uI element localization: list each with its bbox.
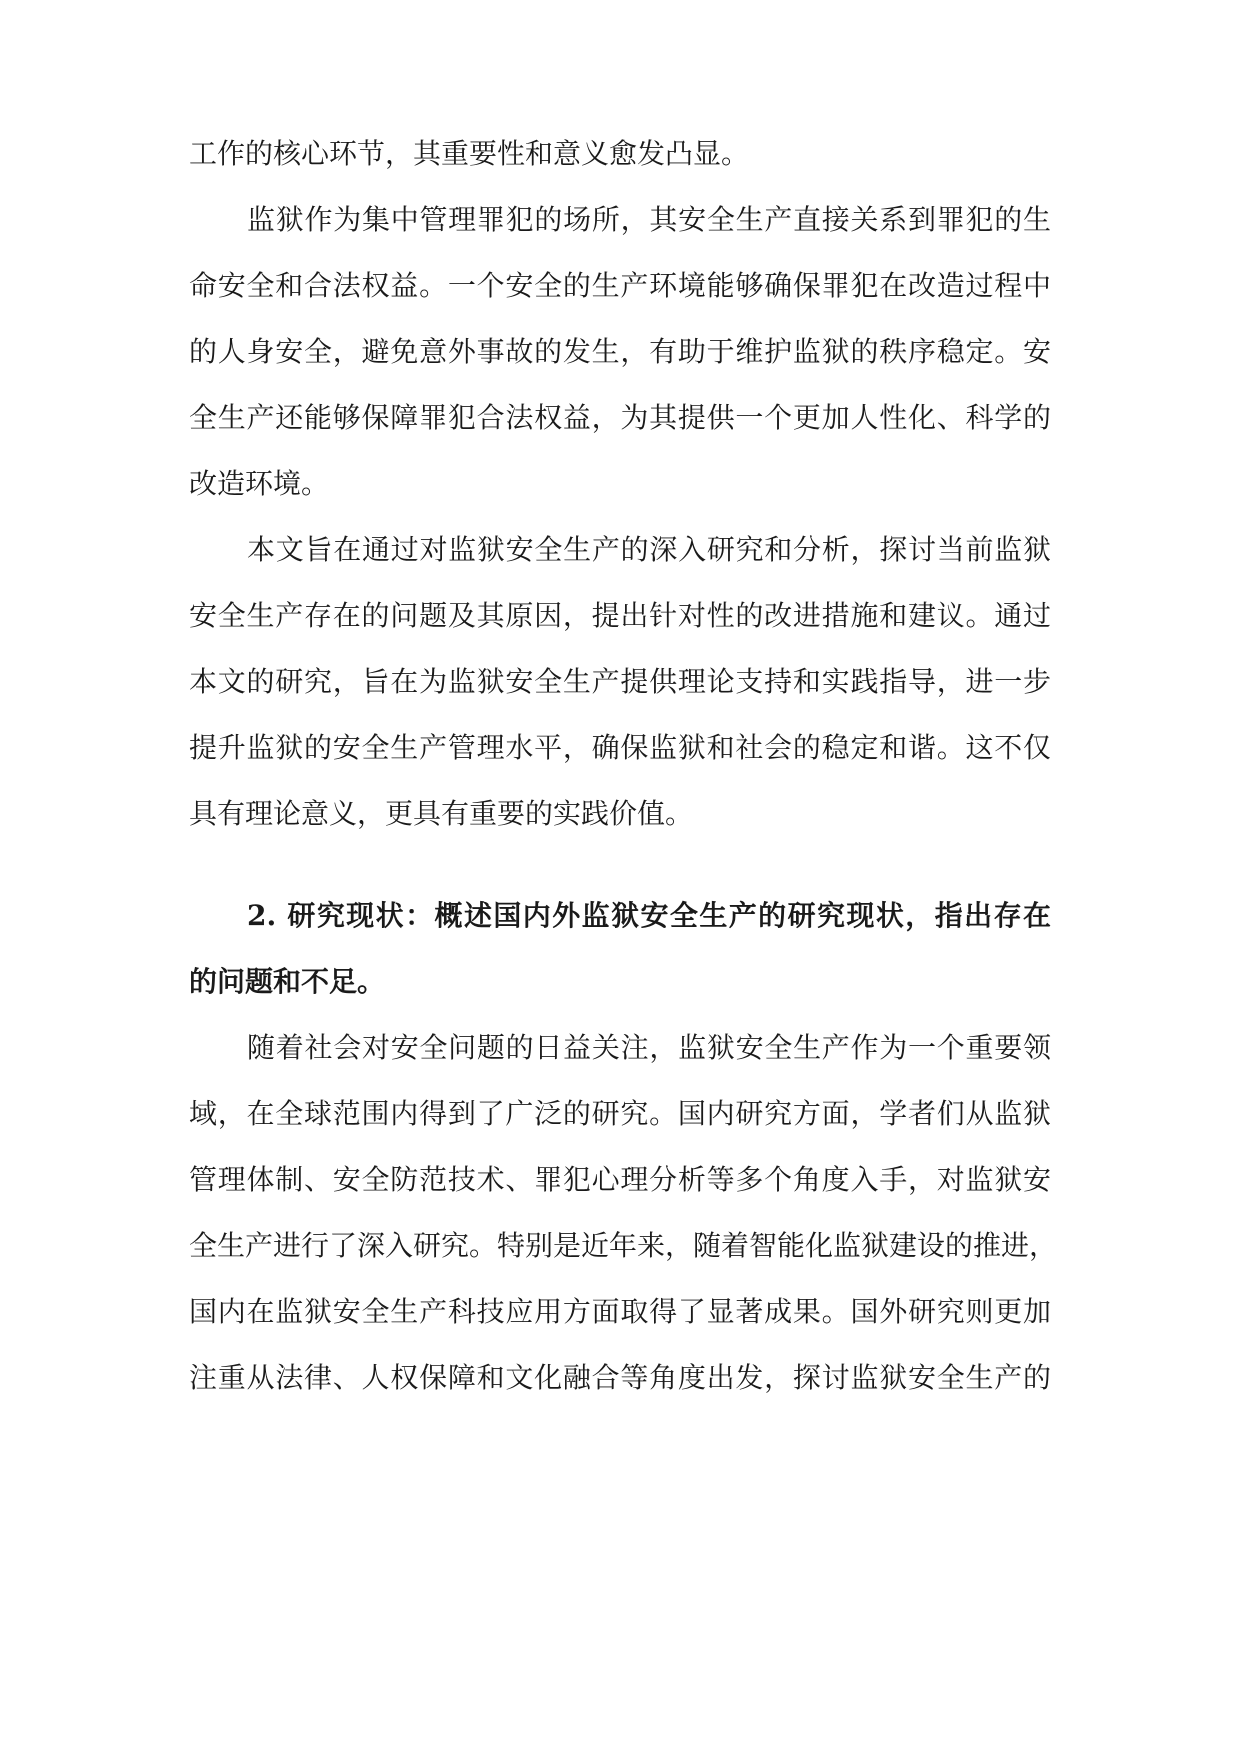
paragraph-2-line-1: 监狱作为集中管理罪犯的场所，其安全生产直接关系到罪犯的生	[247, 203, 1051, 236]
paragraph-3-line-3: 本文的研究，旨在为监狱安全生产提供理论支持和实践指导，进一步	[189, 665, 1051, 698]
paragraph-1-line-1: 工作的核心环节，其重要性和意义愈发凸显。	[189, 137, 750, 170]
paragraph-3-line-4: 提升监狱的安全生产管理水平，确保监狱和社会的稳定和谐。这不仅	[189, 731, 1051, 764]
paragraph-2-line-2: 命安全和合法权益。一个安全的生产环境能够确保罪犯在改造过程中	[189, 269, 1051, 302]
paragraph-3-line-2: 安全生产存在的问题及其原因，提出针对性的改进措施和建议。通过	[189, 599, 1051, 632]
paragraph-2-line-5: 改造环境。	[189, 467, 330, 500]
paragraph-4-line-2: 域，在全球范围内得到了广泛的研究。国内研究方面，学者们从监狱	[189, 1097, 1051, 1130]
paragraph-4-line-3: 管理体制、安全防范技术、罪犯心理分析等多个角度入手，对监狱安	[189, 1163, 1051, 1196]
section-heading-line-2: 的问题和不足。	[189, 965, 386, 998]
paragraph-2-line-3: 的人身安全，避免意外事故的发生，有助于维护监狱的秩序稳定。安	[189, 335, 1051, 368]
paragraph-2-line-4: 全生产还能够保障罪犯合法权益，为其提供一个更加人性化、科学的	[189, 401, 1051, 434]
paragraph-4-line-6: 注重从法律、人权保障和文化融合等角度出发，探讨监狱安全生产的	[189, 1361, 1051, 1394]
paragraph-4-line-5: 国内在监狱安全生产科技应用方面取得了显著成果。国外研究则更加	[189, 1295, 1051, 1328]
paragraph-3-line-1: 本文旨在通过对监狱安全生产的深入研究和分析，探讨当前监狱	[247, 533, 1051, 566]
paragraph-4-line-1: 随着社会对安全问题的日益关注，监狱安全生产作为一个重要领	[247, 1031, 1051, 1064]
section-heading-line-1: 2. 研究现状：概述国内外监狱安全生产的研究现状，指出存在	[247, 899, 1051, 932]
paragraph-4-line-4: 全生产进行了深入研究。特别是近年来，随着智能化监狱建设的推进，	[189, 1229, 1058, 1262]
paragraph-3-line-5: 具有理论意义，更具有重要的实践价值。	[189, 797, 694, 830]
